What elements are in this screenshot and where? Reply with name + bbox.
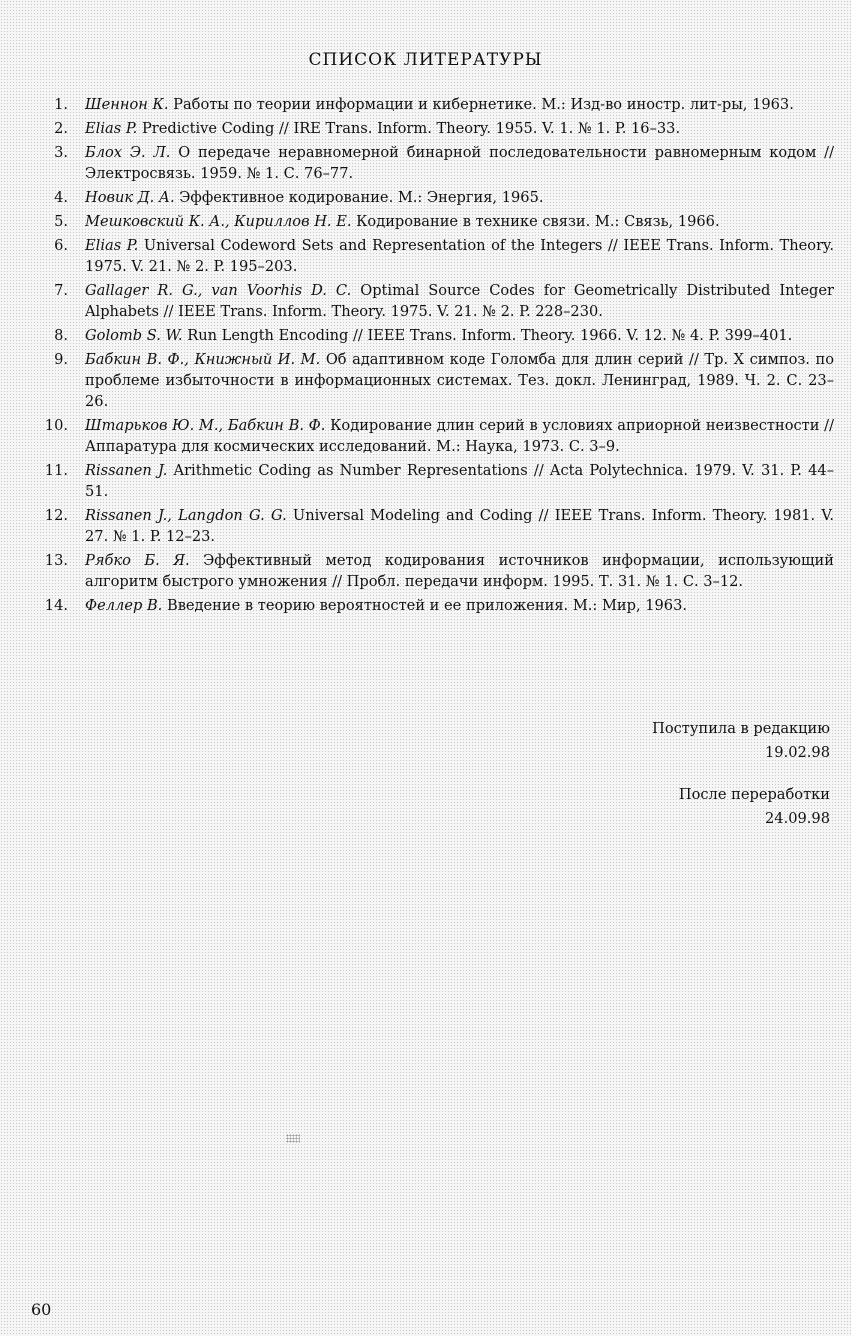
scan-speck — [286, 1134, 300, 1143]
reference-author: Бабкин В. Ф., Книжный И. М. — [85, 351, 321, 368]
reference-author: Рябко Б. Я. — [85, 552, 190, 569]
reference-number: 9. — [54, 351, 68, 368]
reference-item — [44, 505, 834, 547]
reference-author: Rissanen J., Langdon G. G. — [85, 507, 287, 524]
reference-number: 12. — [44, 507, 68, 524]
reference-number: 2. — [54, 120, 68, 137]
reference-author: Golomb S. W. — [85, 327, 183, 344]
reference-text: Введение в теорию вероятностей и ее приложения. М.: Мир, 1963. — [166, 597, 688, 614]
reference-item — [44, 211, 834, 232]
received-label: Поступила в редакцию — [652, 720, 830, 737]
revised-date: 24.09.98 — [765, 810, 830, 827]
reference-author: Новик Д. А. — [85, 189, 175, 206]
reference-number: 8. — [54, 327, 68, 344]
reference-text: Эффективное кодирование. М.: Энергия, 1965. — [179, 189, 544, 206]
reference-text: Predictive Coding // IRE Trans. Inform. Theory. 1955. V. 1. № 1. P. 16–33. — [141, 120, 681, 137]
reference-item — [44, 187, 834, 208]
reference-text: Кодирование в технике связи. М.: Связь, 1966. — [356, 213, 720, 230]
reference-author: Elias P. — [85, 120, 138, 137]
received-date: 19.02.98 — [765, 744, 830, 761]
reference-item — [44, 94, 834, 115]
reference-item — [44, 235, 834, 277]
reference-author: Феллер В. — [85, 597, 163, 614]
received-note — [652, 717, 830, 765]
revised-label: После переработки — [678, 786, 830, 803]
reference-text: Run Length Encoding // IEEE Trans. Inform. Theory. 1966. V. 12. № 4. P. 399–401. — [187, 327, 793, 344]
reference-item — [44, 595, 834, 616]
reference-number: 1. — [54, 96, 68, 113]
reference-number: 4. — [54, 189, 68, 206]
reference-number: 6. — [54, 237, 68, 254]
reference-author: Elias P. — [85, 237, 139, 254]
reference-author: Gallager R. G., van Voorhis D. C. — [85, 282, 352, 299]
reference-text: Работы по теории информации и кибернетике. М.: Изд-во иностр. лит-ры, 1963. — [173, 96, 794, 113]
reference-text: Кодирование длин серий в условиях априорной неизвестности // Аппаратура для космических исследований. М.: Наука, 1973. С. 3–9. — [85, 417, 835, 455]
reference-list — [44, 94, 834, 619]
reference-text: Эффективный метод кодирования источников информации, использующий алгоритм быстрого умножения // Пробл. передачи информ. 1995. Т. 31. № 1. С. 3–12. — [85, 552, 834, 590]
reference-number: 11. — [44, 462, 68, 479]
reference-text: Universal Modeling and Coding // IEEE Trans. Inform. Theory. 1981. V. 27. № 1. P. 12–23. — [85, 507, 834, 545]
reference-text: Universal Codeword Sets and Representation of the Integers // IEEE Trans. Inform. Theory. 1975. V. 21. № 2. P. 195–203. — [85, 237, 834, 275]
reference-author: Мешковский К. А., Кириллов Н. Е. — [85, 213, 352, 230]
reference-item — [44, 349, 834, 412]
reference-number: 13. — [44, 552, 68, 569]
reference-item — [44, 118, 834, 139]
reference-author: Блох Э. Л. — [85, 144, 171, 161]
reference-item — [44, 460, 834, 502]
reference-author: Шеннон К. — [85, 96, 169, 113]
revised-note — [679, 783, 830, 831]
reference-number: 5. — [54, 213, 68, 230]
reference-number: 3. — [54, 144, 68, 161]
reference-author: Штарьков Ю. М., Бабкин В. Ф. — [85, 417, 326, 434]
reference-number: 14. — [44, 597, 68, 614]
reference-text: Optimal Source Codes for Geometrically Distributed Integer Alphabets // IEEE Trans. Inform. Theory. 1975. V. 21. № 2. P. 228–230. — [85, 282, 834, 320]
page-title: СПИСОК ЛИТЕРАТУРЫ — [308, 50, 543, 70]
reference-item — [44, 550, 834, 592]
reference-item — [44, 415, 834, 457]
reference-item — [44, 142, 834, 184]
reference-item — [44, 325, 834, 346]
reference-number: 7. — [54, 282, 68, 299]
reference-author: Rissanen J. — [85, 462, 168, 479]
reference-text: О передаче неравномерной бинарной последовательности равномерным кодом // Электросвязь. 1959. № 1. С. 76–77. — [85, 144, 835, 182]
reference-item — [44, 280, 834, 322]
reference-text: Об адаптивном коде Голомба для длин серий // Тр. X симпоз. по проблеме избыточности в информационных системах. Тез. докл. Ленинград, 1989. Ч. 2. С. 23–26. — [85, 351, 835, 410]
reference-text: Arithmetic Coding as Number Representations // Acta Polytechnica. 1979. V. 31. P. 44–51. — [85, 462, 834, 500]
reference-number: 10. — [44, 417, 68, 434]
page-number: 60 — [31, 1300, 52, 1319]
